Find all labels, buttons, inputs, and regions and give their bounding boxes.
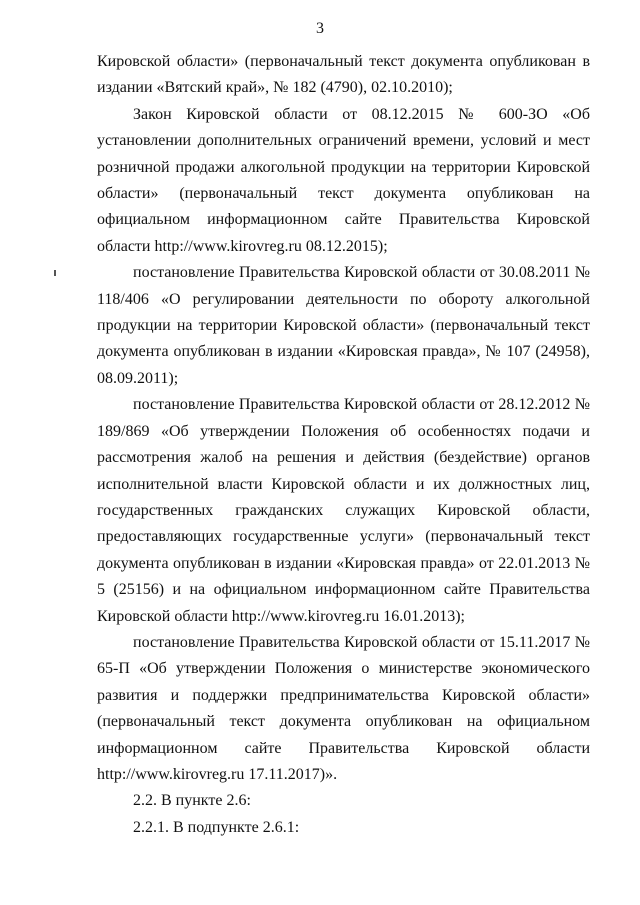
paragraph-resolution-118: постановление Правительства Кировской области от 30.08.2011 № 118/406 «О регулировании деятельности по обороту алкогольной продукции на территории Кировской области» (первоначальный текст документа опубликован в издании «Кировская правда», № 107 (24958), 08.09.2011); <box>97 264 590 387</box>
document-body <box>97 49 590 841</box>
paragraph-resolution-65p: постановление Правительства Кировской области от 15.11.2017 № 65-П «Об утверждении Положения о министерстве экономического развития и поддержки предпринимательства Кировской области» (первоначальный текст документа опубликован на официальном информационном сайте Правительства Кировской области http://www.kirovreg.ru 17.11.2017)». <box>97 633 590 783</box>
page-number: 3 <box>316 20 324 37</box>
paragraph-resolution-189: постановление Правительства Кировской области от 28.12.2012 № 189/869 «Об утверждении Положения об особенностях подачи и рассмотрения жалоб на решения и действия (бездействие) органов исполнительной власти Кировской области и их должностных лиц, государственных гражданских служащих Кировской области, предоставляющих государственные услуги» (первоначальный текст документа опубликован в издании «Кировская правда» от 22.01.2013 № 5 (25156) и на официальном информационном сайте Правительства Кировской области http://www.kirovreg.ru 16.01.2013); <box>97 396 590 625</box>
clause-2-2: 2.2. В пункте 2.6: <box>133 792 251 810</box>
margin-mark <box>54 270 56 276</box>
clause-2-2-1: 2.2.1. В подпункте 2.6.1: <box>133 818 300 836</box>
paragraph-continuation: Кировской области» (первоначальный текст документа опубликован в издании «Вятский край», № 182 (4790), 02.10.2010); <box>97 53 590 97</box>
paragraph-law-600: Закон Кировской области от 08.12.2015 № 600-ЗО «Об установлении дополнительных ограничений времени, условий и мест розничной продажи алкогольной продукции на территории Кировской области» (первоначальный текст документа опубликован на официальном информационном сайте Правительства Кировской области http://www.kirovreg.ru 08.12.2015); <box>97 105 590 255</box>
